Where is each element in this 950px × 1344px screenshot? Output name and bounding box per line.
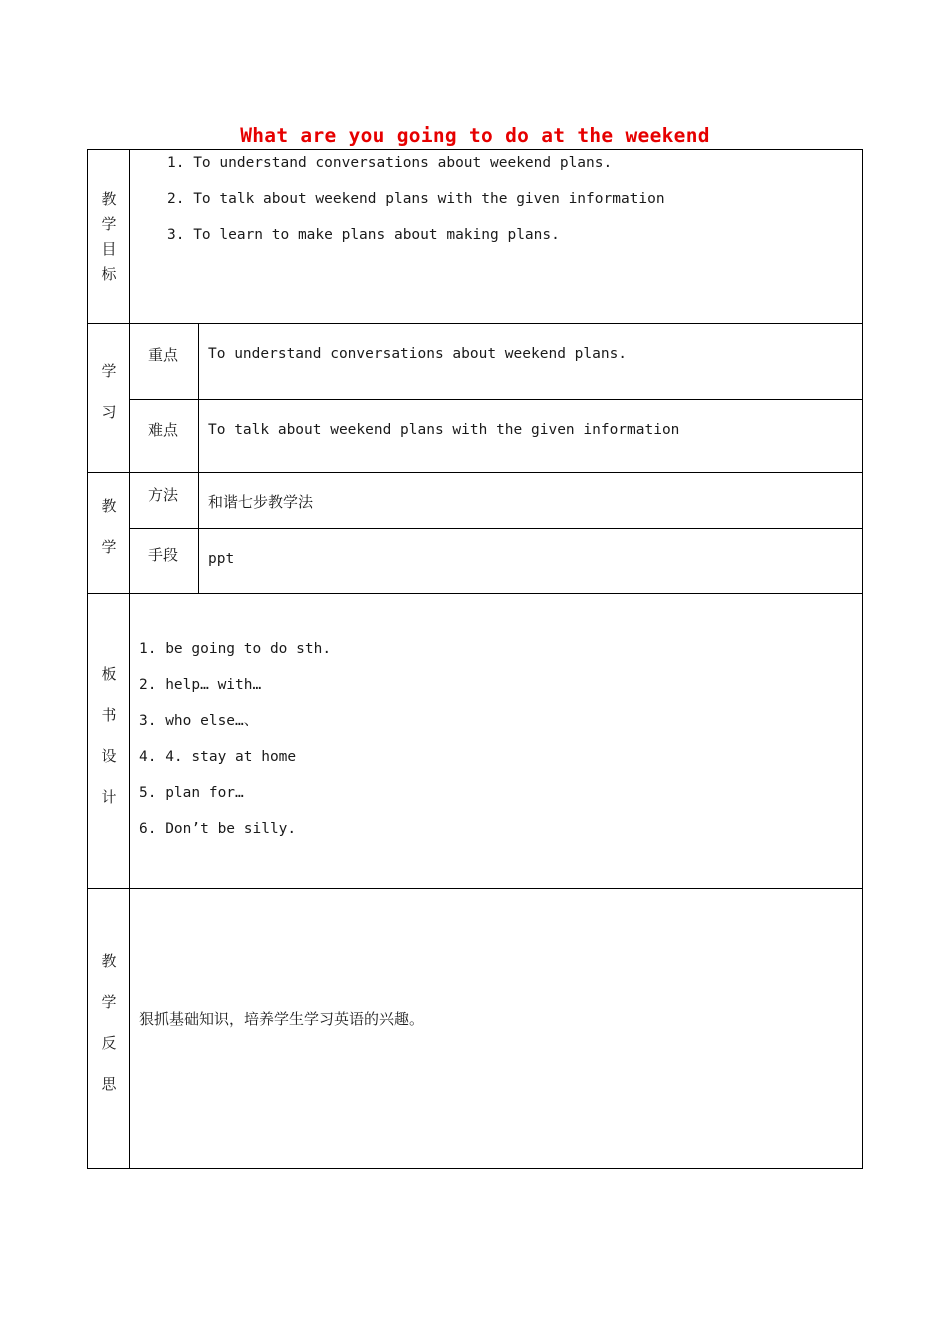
page-title: What are you going to do at the weekend (240, 124, 710, 147)
means-text: ppt (208, 551, 235, 567)
label-column-divider (129, 149, 130, 1169)
method-text: 和谐七步教学法 (208, 493, 314, 511)
row-divider (87, 888, 863, 889)
row-divider (87, 323, 863, 324)
method-label: 方法 (148, 486, 179, 504)
objective-item: 3. To learn to make plans about making plans. (167, 227, 560, 243)
objective-item: 1. To understand conversations about weekend plans. (167, 155, 613, 171)
difficult-points-label: 难点 (148, 421, 179, 439)
sub-row-divider (129, 399, 863, 400)
key-points-label: 重点 (148, 346, 179, 364)
sub-label-divider (198, 323, 199, 593)
board-item: 4. 4. stay at home (139, 749, 297, 765)
row-divider (87, 593, 863, 594)
board-item: 6. Don’t be silly. (139, 821, 297, 837)
difficult-points-text: To talk about weekend plans with the given information (208, 422, 680, 438)
row-divider (87, 472, 863, 473)
sub-row-divider (129, 528, 863, 529)
reflection-text: 狠抓基础知识，培养学生学习英语的兴趣。 (139, 1010, 425, 1028)
board-item: 5. plan for… (139, 785, 244, 801)
key-points-text: To understand conversations about weekend plans. (208, 346, 628, 362)
board-item: 2. help… with… (139, 677, 262, 693)
objective-item: 2. To talk about weekend plans with the given information (167, 191, 665, 207)
means-label: 手段 (148, 546, 179, 564)
board-item: 1. be going to do sth. (139, 641, 332, 657)
board-item: 3. who else…、 (139, 713, 259, 729)
